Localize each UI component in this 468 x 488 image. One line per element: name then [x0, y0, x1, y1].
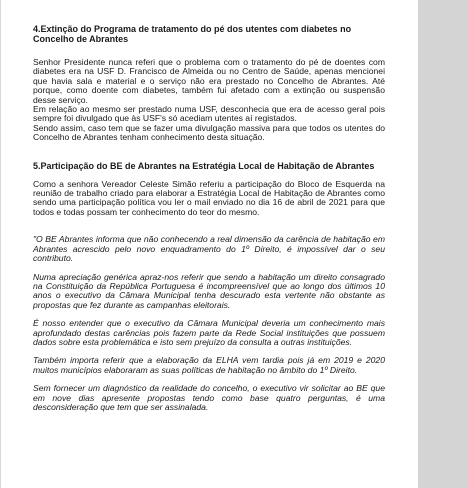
section-4-paragraph-3: Sendo assim, caso tem que se fazer uma divulgação massiva para que todos os utentes do Concelho de Abrantes tenham conhecimento desta situação. [33, 122, 385, 143]
document-body [33, 24, 385, 412]
section-4-paragraph-2: Em relação ao mesmo ser prestado numa USF, desconhecia que era de acesso geral pois sempre foi divulgado que às USF's só acediam utentes aí registados. [33, 104, 385, 124]
quote-paragraph-3: É nosso entender que o executivo da Câmara Municipal deveria um conhecimento mais aprofundado destas carências pois fazem parte da Rede Social instituições que possuem dados sobre esta problemática e isto sem prejuízo da consulta a outras instituições. [33, 318, 385, 347]
right-gray-panel [418, 0, 468, 488]
quote-paragraph-2: Numa apreciação genérica apraz-nos referir que sendo a habitação um direito consagrado na Constituição da República Portuguesa é incompreensível que ao longo dos últimos 10 anos o executivo da Câmara Municipal tenha descurado esta vertente não obstante as propostas que fez durante as campanhas eleitorais. [33, 271, 385, 310]
section-5-heading: 5.Participação do BE de Abrantes na Estratégia Local de Habitação de Abrantes [33, 160, 375, 171]
section-4-heading: 4.Extinção do Programa de tratamento do pé dos utentes com diabetes no Concelho de Abrantes [33, 24, 352, 44]
quote-paragraph-4: Também importa referir que a elaboração da ELHA vem tardia pois já em 2019 e 2020 muitos municípios elaboraram as suas políticas de habitação no âmbito do 1º Direito. [33, 355, 385, 375]
section-5-intro: Como a senhora Vereador Celeste Simão referiu a participação do Bloco de Esquerda na reunião de trabalho criado para elaborar a Estratégia Local de Habitação de Abrantes como sendo uma participação política vou ler o mail enviado no dia 16 de abril de 2021 para que todos e todas possam ter conhecimento do teor do mesmo. [33, 178, 385, 217]
quote-paragraph-5: Sem fornecer um diagnóstico da realidade do concelho, o executivo vir solicitar ao BE que em nove dias apresente propostas tendo como base quatro perguntas, é uma desconsideração que tem que ser assinalada. [33, 383, 385, 412]
quote-paragraph-1: "O BE Abrantes informa que não conhecendo a real dimensão da carência de habitação em Abrantes acrescido pelo novo enquadramento do 1º Direito, é impossível dar o seu contributo. [33, 234, 385, 264]
section-4-paragraph-1: Senhor Presidente nunca referi que o problema com o tratamento do pé de doentes com diabetes era na USF D. Francisco de Almeida ou no Centro de Saúde, apenas mencionei que havia sala e material e o serviço não era prestado no Concelho de Abrantes. Até porque, como doente com diabetes, também fui afetado com a extinção ou suspensão desse serviço. [33, 57, 385, 105]
